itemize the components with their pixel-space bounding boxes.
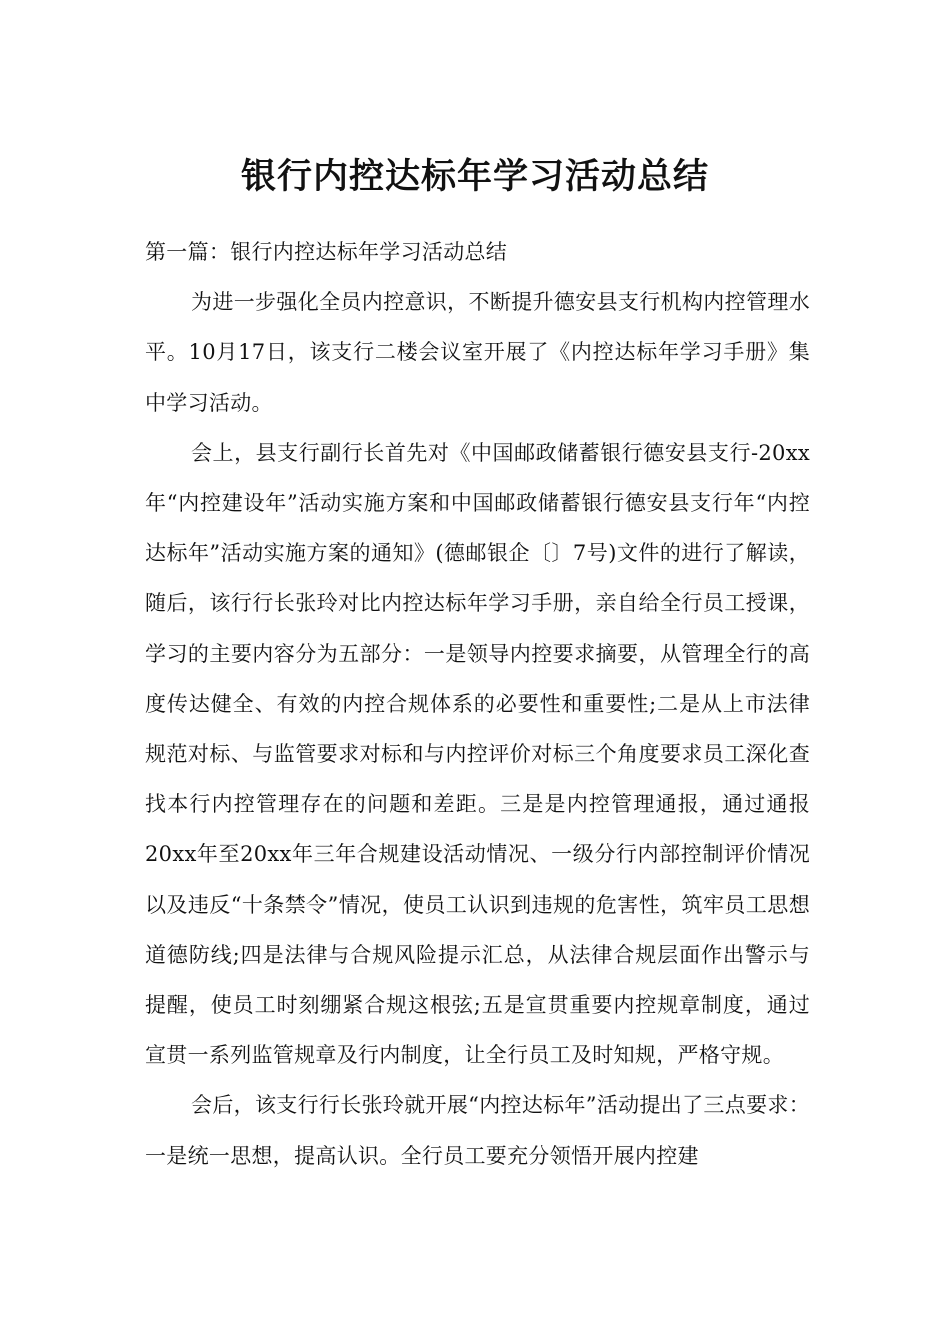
document-body — [145, 227, 810, 1181]
document-title: 银行内控达标年学习活动总结 — [240, 157, 709, 198]
section-subheading: 第一篇：银行内控达标年学习活动总结 — [145, 240, 508, 264]
body-paragraph-1: 为进一步强化全员内控意识，不断提升德安县支行机构内控管理水平。10月17日，该支行二楼会议室开展了《内控达标年学习手册》集中学习活动。 — [145, 290, 810, 415]
body-paragraph-2: 会上，县支行副行长首先对《中国邮政储蓄银行德安县支行-20xx年“内控建设年”活动实施方案和中国邮政储蓄银行德安县支行年“内控达标年”活动实施方案的通知》(德邮银企〔〕7号)文件的进行了解读，随后，该行行长张玲对比内控达标年学习手册，亲自给全行员工授课，学习的主要内容分为五部分：一是领导内控要求摘要，从管理全行的高度传达健全、有效的内控合规体系的必要性和重要性;二是从上市法律规范对标、与监管要求对标和与内控评价对标三个角度要求员工深化查找本行内控管理存在的问题和差距。三是是内控管理通报，通过通报20xx年至20xx年三年合规建设活动情况、一级分行内部控制评价情况以及违反“十条禁令”情况，使员工认识到违规的危害性，筑牢员工思想道德防线;四是法律与合规风险提示汇总，从法律合规层面作出警示与提醒，使员工时刻绷紧合规这根弦;五是宣贯重要内控规章制度，通过宣贯一系列监管规章及行内制度，让全行员工及时知规，严格守规。 — [145, 440, 810, 1068]
body-paragraph-3: 会后，该支行行长张玲就开展“内控达标年”活动提出了三点要求：一是统一思想，提高认识。全行员工要充分领悟开展内控建 — [145, 1093, 810, 1168]
